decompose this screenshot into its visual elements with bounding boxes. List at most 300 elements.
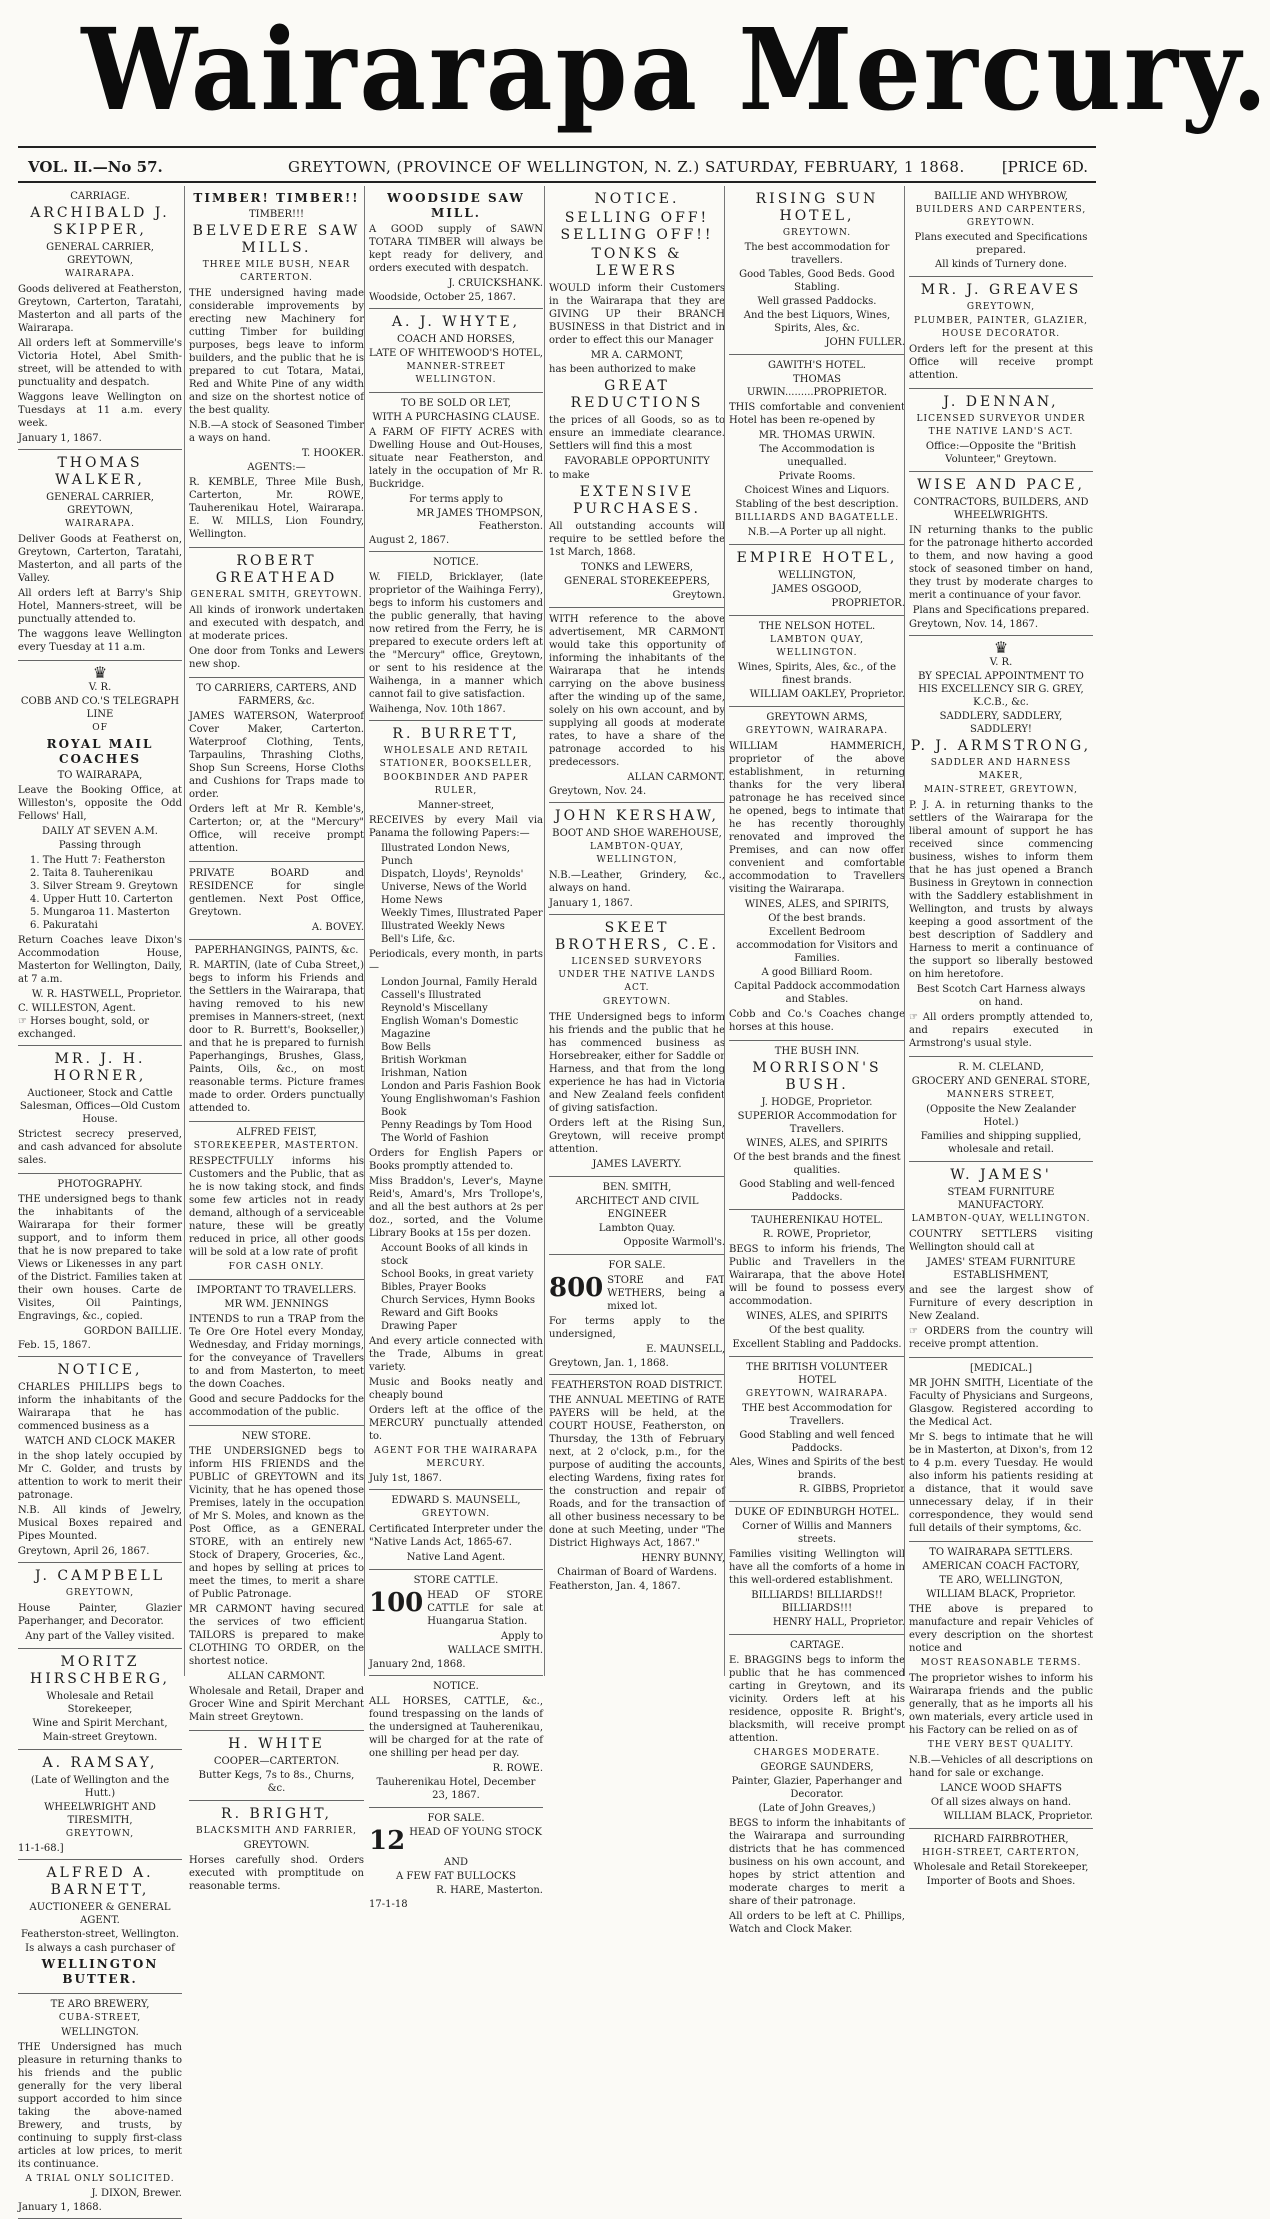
ad-subtitle-2: LATE OF WHITEWOOD'S HOTEL,	[369, 348, 543, 359]
ad-subtitle: GENERAL CARRIER, GREYTOWN,	[46, 242, 154, 266]
ad-body: All kinds of ironwork undertaken and executed with despatch, and at moderate prices.	[189, 605, 364, 642]
ad-body: Families and shipping supplied, wholesale and retail.	[920, 1131, 1082, 1155]
ad-title: DUKE OF EDINBURGH HOTEL.	[734, 1507, 900, 1518]
ad-signature: GORDON BAILLIE.	[83, 1326, 182, 1337]
ad-kershaw	[549, 803, 725, 915]
ad-dennan	[909, 389, 1093, 472]
ad-title: ALFRED FEIST,	[236, 1127, 317, 1138]
ad-title-2: TIMBER!!!	[248, 209, 305, 220]
ad-signature: E. MAUNSELL,	[646, 1344, 725, 1355]
ad-title: JOHN KERSHAW,	[555, 808, 719, 824]
ad-duke-of-edinburgh	[729, 1502, 905, 1635]
ad-heading: NOTICE.	[433, 557, 479, 568]
ad-body: Orders left at the Rising Sun, Greytown, will receive prompt attention.	[549, 1118, 725, 1155]
ad-body: RECEIVES by every Mail via Panama the following Papers:—	[369, 815, 543, 839]
masthead: Wairarapa Mercury.	[81, 5, 1270, 136]
ad-body: THE Undersigned has much pleasure in returning thanks to his friends and the public generally for the very liberal support accorded to him since taking the above-named Brewery, and trusts, by continuing to supply first-class articles at low prices, to merit its continuance.	[18, 2042, 182, 2170]
ad-empire-hotel	[729, 545, 905, 616]
ad-body: W. FIELD, Bricklayer, (late proprietor of the Waihinga Ferry), begs to inform his customers and the public generally, that having now retired from the Ferry, he is prepared to execute orders left at the "Mercury" office, Greytown, or sent to his residence at the Waihenga, in a manner which cannot fail to give satisfaction.	[369, 572, 543, 700]
ad-signature: ALLAN CARMONT.	[627, 772, 725, 783]
ad-place: MANNERS STREET,	[946, 1090, 1056, 1100]
ad-whyte	[369, 309, 543, 393]
ad-agent: AGENT FOR THE WAIRARAPA MERCURY.	[374, 1446, 538, 1469]
ad-body: THE Undersigned begs to inform his friends and the public that he has commenced business as Horsebreaker, either for Saddle or Harness, and that from the long experience he has had in Victoria and New Zealand feels confident of giving satisfaction.	[549, 1012, 725, 1114]
ad-greytown-arms	[729, 707, 905, 1041]
ad-hirschberg	[18, 1649, 182, 1750]
ad-body: All outstanding accounts will require to be settled before the 1st March, 1868.	[549, 521, 725, 558]
ad-title: MR. J. GREAVES	[920, 282, 1082, 298]
ad-body: Private Rooms.	[778, 471, 856, 482]
ad-subtitle: WITH A PURCHASING CLAUSE.	[372, 412, 540, 423]
ad-title: TAUHERENIKAU HOTEL.	[751, 1215, 883, 1226]
ad-body: Main-street Greytown.	[42, 1732, 158, 1743]
ad-place: TE ARO, WELLINGTON,	[939, 1575, 1063, 1586]
ad-body: JAMES' STEAM FURNITURE ESTABLISHMENT,	[926, 1257, 1076, 1281]
ad-footnote	[909, 1011, 1093, 1050]
list-item: Church Services, Hymn Books	[381, 1295, 535, 1306]
ad-body: (Opposite the New Zealander Hotel.)	[926, 1104, 1076, 1128]
volume-number: VOL. II.—No 57.	[28, 158, 163, 176]
ad-quality: THE VERY BEST QUALITY.	[927, 1740, 1075, 1750]
ad-subtitle: WHOLESALE AND RETAIL STATIONER, BOOKSELLER,	[379, 746, 533, 769]
papers-list	[381, 842, 543, 946]
ad-subtitle: COOPER—CARTERTON.	[213, 1756, 340, 1767]
ad-title: NEW STORE.	[241, 1431, 312, 1442]
ad-body: HEAD OF YOUNG STOCK	[409, 1827, 542, 1838]
list-item: Illustrated Weekly News	[381, 921, 505, 932]
ad-subtitle: COACH AND HORSES,	[396, 334, 516, 345]
royal-crest-icon: ♛	[92, 663, 108, 682]
ad-body: WHEELWRIGHT AND TIRESMITH,	[44, 1802, 156, 1826]
ad-body: The proprietor wishes to inform his Wairarapa friends and the public generally, that as he imports all his own materials, every article used in his Factory can be relied on as of	[909, 1673, 1093, 1736]
ad-title: MORITZ HIRSCHBERG,	[30, 1654, 170, 1687]
ad-date: July 1st, 1867.	[369, 1473, 442, 1484]
masthead-rule	[18, 146, 1096, 148]
ad-highlight: WELLINGTON BUTTER.	[41, 1957, 159, 1986]
ad-body: THE above is prepared to manufacture and repair Vehicles of every description on the shortest notice and	[909, 1604, 1093, 1654]
ad-subtitle: BUILDERS AND CARPENTERS, GREYTOWN.	[915, 205, 1087, 228]
ad-title: WISE AND PACE,	[917, 477, 1085, 493]
ad-title: GAWITH'S HOTEL.	[768, 360, 866, 371]
ad-date: Woodside, October 25, 1867.	[369, 292, 516, 303]
ad-subtitle: AUCTIONEER & GENERAL AGENT.	[29, 1902, 171, 1926]
ad-horses: Horses bought, sold, or exchanged.	[18, 1016, 150, 1040]
ad-te-aro-brewery	[18, 1994, 182, 2219]
ad-subtitle: STOREKEEPER, MASTERTON.	[193, 1141, 360, 1151]
ad-title: TO WAIRARAPA SETTLERS.	[929, 1547, 1073, 1558]
ad-body: BILLIARDS! BILLIARDS!! BILLIARDS!!!	[751, 1590, 883, 1614]
ad-title: R. BRIGHT,	[221, 1806, 332, 1822]
ad-title: THE BUSH INN.	[774, 1046, 860, 1057]
ad-title: TE ARO BREWERY,	[50, 1999, 150, 2010]
ad-body: Music and Books neatly and cheaply bound	[369, 1377, 543, 1401]
ad-title: TO CARRIERS, CARTERS, AND FARMERS, &c.	[196, 683, 357, 707]
ad-body: IN returning thanks to the public for the patronage hitherto accorded to them, and now having a good stock of seasoned timber on hand, they trust by moderate charges to merit a continuance of your favor.	[909, 525, 1093, 601]
ad-signature: ALLAN CARMONT.	[227, 1671, 326, 1682]
ad-body: R. KEMBLE, Three Mile Bush, Carterton, Mr. ROWE, Tauherenikau Hotel, Wairarapa. E. W. MILLS, Lion Foundry, Wellington.	[189, 477, 364, 540]
ad-body: THIS comfortable and convenient Hotel has been re-opened by	[729, 402, 905, 426]
issue-date: GREYTOWN, (PROVINCE OF WELLINGTON, N. Z.) SATURDAY, FEBRUARY, 1 1868.	[288, 158, 965, 176]
ad-body: HEAD OF STORE CATTLE for sale at Huangarua Station.	[427, 1590, 543, 1627]
ad-signature-2: GENERAL STOREKEEPERS,	[564, 576, 710, 587]
ad-body: Good Stabling and well-fenced Paddocks.	[739, 1179, 895, 1203]
ad-body: All kinds of Turnery done.	[935, 259, 1067, 270]
dateline-rule	[18, 181, 1096, 183]
ad-skeet	[549, 915, 725, 1177]
ad-vr: V. R.	[989, 657, 1013, 668]
ad-heading: CARRIAGE.	[70, 191, 130, 202]
ad-place: Manner-street,	[417, 800, 495, 811]
ad-body: R. MARTIN, (late of Cuba Street,) begs to inform his Friends and the Settlers in the Wairarapa, that having removed to his new premises in Manners-street, (next door to R. Burrett's, Bookseller,) and that he is prepared to furnish Paperhangings, Brushes, Glass, Paints, Oils, &c., on most reasonable terms. Picture frames made to order. Orders punctually attended to.	[189, 960, 364, 1114]
ad-body: E. BRAGGINS begs to inform the public that he has commenced carting in Greytown, and its vicinity. Orders left at his residence, opposite R. Bright's, blacksmith, will receive prompt attention.	[729, 1655, 905, 1744]
list-item: Reward and Gift Books	[381, 1308, 498, 1319]
list-item: Account Books of all kinds in stock	[381, 1243, 528, 1267]
ad-body: THE ANNUAL MEETING of RATE PAYERS will be held, at the COURT HOUSE, Featherston, on Thursday, the 13th of February next, at 2 o'clock, p.m., for the purpose of auditing the accounts, electing Wardens, fixing rates for the construction and repair of Roads, and for the transaction of all other business necessary to be done at such Meeting, under "The District Highways Act, 1867."	[549, 1395, 725, 1549]
ad-subtitle: GENERAL SMITH, GREYTOWN.	[190, 590, 363, 600]
ad-baillie-whybrow	[909, 186, 1093, 277]
ad-title: TO BE SOLD OR LET,	[401, 398, 511, 409]
list-item: Drawing Paper	[381, 1321, 457, 1332]
ad-place: GREYTOWN, WAIRARAPA.	[745, 1389, 889, 1399]
ad-body: Certificated Interpreter under the "Native Lands Act, 1865-67.	[369, 1524, 543, 1548]
ad-body: to make	[549, 470, 590, 481]
ad-walker	[18, 450, 182, 661]
ad-title: SELLING OFF! SELLING OFF!!	[560, 210, 714, 243]
ad-body: Goods delivered at Featherston, Greytown, Carterton, Taratahi, Masterton and all parts of the Wairarapa.	[18, 284, 182, 334]
ad-body: Importer of Boots and Shoes.	[926, 1876, 1076, 1887]
ad-bovey	[189, 862, 364, 940]
ad-title: P. J. ARMSTRONG,	[910, 738, 1092, 754]
ad-place: WELLINGTON,	[778, 570, 856, 581]
ad-body: Periodicals, every month, in parts—	[369, 949, 543, 973]
ad-body: Families visiting Wellington will have all the comforts of a home in this well-ordered establishment.	[729, 1549, 905, 1586]
ad-american-coach	[909, 1542, 1093, 1829]
list-item: 5. Mungaroa 11. Masterton	[30, 907, 170, 918]
ad-body: INTENDS to run a TRAP from the Te Ore Ore Hotel every Monday, Wednesday, and Friday mornings, for the conveyance of Travellers to and from Masterton, to meet the down Coaches.	[189, 1314, 364, 1390]
ad-date: Greytown, Nov. 24.	[549, 786, 647, 797]
ad-greaves	[909, 277, 1093, 389]
ad-title: EDWARD S. MAUNSELL,	[391, 1495, 521, 1506]
ad-body: Deliver Goods at Featherst on, Greytown, Carterton, Taratahi, Masterton, and all parts of the Valley.	[18, 534, 182, 584]
ad-footnote	[909, 1325, 1093, 1351]
ad-subtitle-3: LANCE WOOD SHAFTS	[940, 1783, 1062, 1794]
ad-place: GREYTOWN,	[65, 1829, 135, 1839]
ad-body: WINES, ALES, and SPIRITS,	[744, 899, 890, 910]
ad-body: BEGS to inform his friends, The Public and Travellers in the Wairarapa, that the above Hotel will be found to possess every accommodation.	[729, 1244, 905, 1307]
list-item: Young Englishwoman's Fashion Book	[381, 1094, 541, 1118]
ad-signature: R. HARE, Masterton.	[436, 1885, 543, 1896]
ad-date: Greytown, Jan. 1, 1868.	[549, 1358, 669, 1369]
list-item: 3. Silver Stream 9. Greytown	[30, 881, 178, 892]
ad-apply: Apply to	[500, 1631, 543, 1642]
ad-place: LAMBTON QUAY, WELLINGTON.	[770, 635, 864, 658]
ad-gawith	[729, 355, 905, 545]
ad-subtitle: STEAM FURNITURE MANUFACTORY.	[947, 1187, 1055, 1211]
ad-agent: C. WILLESTON, Agent.	[18, 1003, 136, 1014]
ad-body: BY SPECIAL APPOINTMENT TO HIS EXCELLENCY SIR G. GREY, K.C.B., &c.	[918, 671, 1084, 708]
ad-subtitle: MORRISON'S BUSH.	[752, 1060, 882, 1093]
ad-cleland	[909, 1057, 1093, 1162]
ad-title: RISING SUN HOTEL,	[755, 191, 879, 224]
list-item: The World of Fashion	[381, 1133, 489, 1144]
ad-body: Wine and Spirit Merchant,	[32, 1718, 168, 1729]
ad-body: All orders promptly attended to, and repairs executed in Armstrong's usual style.	[909, 1012, 1093, 1049]
dateline	[28, 156, 1088, 178]
ad-title: W. JAMES'	[950, 1167, 1052, 1183]
ad-place: WAIRARAPA.	[65, 519, 135, 529]
ad-subtitle: BLACKSMITH AND FARRIER,	[195, 1826, 358, 1836]
ad-body: (Late of John Greaves,)	[758, 1803, 876, 1814]
ad-body: N.B. All kinds of Jewelry, Musical Boxes repaired and Pipes Mounted.	[18, 1505, 182, 1542]
ad-body: N.B.—A stock of Seasoned Timber a ways on hand.	[189, 420, 364, 444]
ad-title: THOMAS WALKER,	[55, 455, 145, 488]
ad-place: GREYTOWN, WAIRARAPA.	[745, 726, 889, 736]
ad-body: THE undersigned having made considerable improvements by erecting new Machinery for cutting Timber for building purposes, begs leave to inform builders, and the public that he is prepared to cut Totara, Matai, Red and White Pine of any width and size on the shortest notice of the best quality.	[189, 288, 364, 416]
ad-date: January 1, 1867.	[549, 898, 633, 909]
ad-greathead	[189, 548, 364, 678]
ad-place: GREYTOWN.	[782, 228, 852, 238]
list-item: London and Paris Fashion Book	[381, 1081, 541, 1092]
ad-signature: A. BOVEY.	[311, 922, 364, 933]
ad-title: ARCHIBALD J. SKIPPER,	[30, 205, 170, 238]
ad-and: AND	[444, 1857, 468, 1868]
ad-body: ORDERS from the country will receive prompt attention.	[909, 1326, 1093, 1350]
ad-subtitle: BELVEDERE SAW MILLS.	[192, 223, 361, 256]
ad-body: Ales, Wines and Spirits of the best brands.	[729, 1457, 905, 1481]
ad-heading: PHOTOGRAPHY.	[57, 1179, 143, 1190]
ad-title: A. J. WHYTE,	[391, 314, 521, 330]
ad-signature: JAMES OSGOOD,	[772, 584, 862, 595]
ad-subtitle: SADDLER AND HARNESS MAKER,	[930, 758, 1072, 781]
column-1	[16, 186, 182, 2213]
ad-featherston-road	[549, 1375, 725, 1597]
ad-burrett	[369, 721, 543, 1490]
ad-heading: [MEDICAL.]	[969, 1363, 1032, 1374]
ad-date: Feb. 15, 1867.	[18, 1340, 91, 1351]
ad-body: Auctioneer, Stock and Cattle Salesman, Offices—Old Custom House.	[19, 1088, 181, 1125]
ad-body: Good Stabling and well fenced Paddocks.	[739, 1430, 895, 1454]
ad-body: The waggons leave Wellington every Tuesday at 11 a.m.	[18, 629, 182, 653]
ad-body: Native Land Agent.	[406, 1552, 506, 1563]
ad-body: STORE and FAT WETHERS, being a mixed lot.	[607, 1275, 725, 1312]
ad-subtitle: THOMAS URWIN.........PROPRIETOR.	[746, 374, 888, 398]
ad-number: 800	[549, 1273, 604, 1303]
ad-body: Any part of the Valley visited.	[25, 1631, 175, 1642]
ad-waterson	[189, 678, 364, 862]
ad-body: (Late of Wellington and the Hutt.)	[30, 1775, 170, 1799]
ad-heading: NOTICE.	[594, 191, 680, 207]
ad-body: Plans and Specifications prepared.	[912, 605, 1090, 616]
ad-body: MR CARMONT having secured the services of two efficient TAILORS is prepared to make CLOTHING TO ORDER, on the shortest notice.	[189, 1604, 364, 1667]
ad-body: Orders left at Mr R. Kemble's, Carterton; or, at the "Mercury" Office, will receive prompt attention.	[189, 804, 364, 854]
list-item: Bell's Life, &c.	[381, 934, 456, 945]
ad-james-furniture	[909, 1162, 1093, 1358]
ad-body: Excellent Bedroom accommodation for Visitors and Families.	[736, 927, 898, 964]
ad-body: PRIVATE BOARD and RESIDENCE for single gentlemen. Next Post Office, Greytown.	[189, 868, 364, 918]
ad-body: N.B.—A Porter up all night.	[747, 527, 887, 538]
ad-place: GREYTOWN,	[65, 1588, 135, 1598]
ad-body: N.B.—Vehicles of all descriptions on hand for sale or exchange.	[909, 1755, 1093, 1779]
ad-body: Of the best quality.	[768, 1325, 865, 1336]
ad-title: EMPIRE HOTEL,	[736, 550, 898, 566]
ad-body: WILLIAM HAMMERICH, proprietor of the above establishment, in returning thanks for the very liberal patronage he has received since he opened, begs to intimate that he has recently thoroughly renovated and improved the Premises, and can now offer convenient and comfortable accommodation to Travellers visiting the Wairarapa.	[729, 741, 905, 895]
ad-date: 11-1-68.]	[18, 1843, 64, 1854]
ad-jennings	[189, 1280, 364, 1426]
ad-field	[369, 552, 543, 721]
issue-price: [PRICE 6D.	[1001, 158, 1088, 176]
ad-number: 12	[369, 1826, 406, 1856]
ad-barnett	[18, 1860, 182, 1994]
ad-body: Wholesale and Retail Storekeeper,	[913, 1862, 1089, 1873]
list-item: Weekly Times, Illustrated Paper	[381, 908, 543, 919]
ad-signature: MR JAMES THOMPSON, Featherston.	[416, 508, 543, 532]
ad-terms: MOST REASONABLE TERMS.	[920, 1658, 1082, 1668]
ad-body: Leave the Booking Office, at Willeston's, opposite the Odd Fellows' Hall,	[18, 785, 182, 822]
ad-body: the prices of all Goods, so as to ensure an immediate clearance. Settlers will find this a most	[549, 415, 725, 452]
ad-title: PAPERHANGINGS, PAINTS, &c.	[194, 945, 359, 956]
ad-place: GREYTOWN.	[421, 1509, 491, 1519]
list-item: Home News	[381, 895, 443, 906]
ad-body: SUPERIOR Accommodation for Travellers.	[737, 1111, 897, 1135]
ad-body: All orders left at Sommerville's Victoria Hotel, Abel Smith-street, will be attended to with punctuality and despatch.	[18, 338, 182, 388]
column-5	[724, 186, 909, 1935]
ad-heading: FOR SALE.	[608, 1260, 666, 1271]
periodicals-list	[381, 976, 543, 1145]
ad-body: Of the best brands.	[768, 913, 866, 924]
ad-cartage	[729, 1635, 905, 1942]
ad-bush-inn	[729, 1041, 905, 1210]
ad-title: CARTAGE.	[789, 1640, 845, 1651]
list-item: Reynold's Miscellany	[381, 1003, 488, 1014]
ad-body: WOULD inform their Customers in the Wairarapa that they are GIVING UP their BRANCH BUSINESS in that District and in order to effect this our Manager	[549, 283, 725, 346]
ad-street: CUBA-STREET,	[58, 2013, 142, 2023]
ad-date: Featherston, Jan. 4, 1867.	[549, 1581, 681, 1592]
column-4	[544, 186, 729, 1676]
ad-place: GREYTOWN.	[602, 997, 672, 1007]
ad-title: BEN. SMITH,	[602, 1182, 672, 1193]
ad-place: GREYTOWN.	[243, 1840, 310, 1851]
ad-body: Orders for English Papers or Books promptly attended to.	[369, 1148, 543, 1172]
ad-trial: A TRIAL ONLY SOLICITED.	[25, 2174, 175, 2184]
ad-body: A FARM OF FIFTY ACRES with Dwelling House and Out-Houses, situate near Featherston, and lately in the occupation of Mr R. Buckridge.	[369, 427, 543, 490]
ad-body: Strictest secrecy preserved, and cash advanced for absolute sales.	[18, 1129, 182, 1166]
ad-body: CHARLES PHILLIPS begs to inform the inhabitants of the Wairarapa that he has commenced business as a	[18, 1382, 182, 1432]
ad-signature: WILLIAM OAKLEY, Proprietor.	[749, 689, 905, 700]
ad-body: All orders to be left at C. Phillips, Watch and Clock Maker.	[729, 1911, 905, 1935]
ad-body-2: A FEW FAT BULLOCKS	[396, 1871, 516, 1882]
ad-cash: FOR CASH ONLY.	[228, 1262, 325, 1272]
ad-date: 17-1-18	[369, 1899, 408, 1910]
ad-maunsell	[369, 1490, 543, 1570]
ad-body: Orders left for the present at this Office will receive prompt attention.	[909, 344, 1093, 381]
ad-body: Painter, Glazier, Paperhanger and Decorator.	[731, 1776, 903, 1800]
ad-body: Orders left at the office of the MERCURY punctually attended to.	[369, 1405, 543, 1442]
ad-subtitle: ARCHITECT AND CIVIL ENGINEER	[575, 1196, 699, 1220]
ad-tauherenikau	[729, 1210, 905, 1357]
ad-title: R. BURRETT,	[392, 726, 520, 742]
list-item: 1. The Hutt 7: Featherston	[30, 855, 166, 866]
ad-subtitle: LICENSED SURVEYORS UNDER THE NATIVE LANDS ACT.	[558, 957, 716, 993]
ad-title: TIMBER! TIMBER!!	[193, 191, 360, 205]
ad-martin	[189, 940, 364, 1122]
ad-body: Lambton Quay.	[598, 1223, 676, 1234]
ad-body: and see the largest show of Furniture of every description in New Zealand.	[909, 1285, 1093, 1322]
ad-subtitle: GROCERY AND GENERAL STORE,	[911, 1076, 1091, 1087]
ad-body: Of all sizes always on hand.	[930, 1797, 1072, 1808]
ad-place: LAMBTON-QUAY, WELLINGTON,	[589, 842, 685, 865]
ad-feist	[189, 1122, 364, 1280]
ad-subtitle-2: BOOKBINDER AND PAPER RULER,	[383, 773, 529, 796]
ad-body: WITH reference to the above advertisement, MR CARMONT would take this opportunity of informing the inhabitants of the Wairarapa that he intends carrying on the above business after the winding up of the same, solely on his own account, and by supplying all goods at moderate rates, to have a share of the patronage accorded to his predecessors.	[549, 614, 725, 768]
ad-body: BEGS to inform the inhabitants of the Wairarapa and surrounding districts that he has commenced business on his own account, and hopes by strict attention and moderate charges to merit a share of their patronage.	[729, 1818, 905, 1907]
ad-subtitle: GENERAL CARRIER, GREYTOWN,	[46, 492, 154, 516]
ad-body: Of the best brands and the finest qualities.	[733, 1152, 901, 1176]
ad-daily: DAILY AT SEVEN A.M.	[42, 826, 158, 837]
ad-signature-2: Chairman of Board of Wardens.	[557, 1567, 717, 1578]
ad-skipper	[18, 186, 182, 450]
ad-rising-sun	[729, 186, 905, 355]
ad-trespass	[369, 1676, 543, 1808]
ad-body: RESPECTFULLY informs his Customers and the Public, that as he is now taking stock, and finds some few articles not in ready demand, although of a serviceable nature, these will be greatly reduced in price, all other goods will be sold at a low rate of profit	[189, 1156, 364, 1258]
pointing-hand-icon: ☞	[18, 1016, 27, 1027]
ad-nelson-hotel	[729, 616, 905, 707]
ad-body: Return Coaches leave Dixon's Accommodation House, Masterton for Wellington, Daily, at 7 a.m.	[18, 935, 182, 985]
list-item: British Workman	[381, 1055, 467, 1066]
ad-body: One door from Tonks and Lewers new shop.	[189, 646, 364, 670]
list-item: London Journal, Family Herald	[381, 977, 538, 988]
ad-body: And the best Liquors, Wines, Spirits, Ales, &c.	[743, 310, 891, 334]
ad-body: Wholesale and Retail, Draper and Grocer Wine and Spirit Merchant Main street Greytown.	[189, 1686, 364, 1723]
ad-title: IMPORTANT TO TRAVELLERS.	[196, 1285, 357, 1296]
ad-body-2: Opposite Warmoll's.	[623, 1237, 725, 1248]
ad-signature: JAMES LAVERTY.	[592, 1159, 682, 1170]
ad-white	[189, 1731, 364, 1801]
list-item: English Woman's Domestic Magazine	[381, 1016, 519, 1040]
stops-list	[30, 854, 182, 932]
ad-ramsay	[18, 1750, 182, 1860]
ad-body: A good Billiard Room.	[761, 967, 873, 978]
ad-body: Stabling of the best description.	[735, 499, 899, 510]
ad-signature: JOHN FULLER.	[825, 337, 905, 348]
ad-title: FEATHERSTON ROAD DISTRICT.	[551, 1380, 723, 1391]
ad-date: August 2, 1867.	[369, 535, 450, 546]
ad-title: COBB AND CO.'S TELEGRAPH LINE	[20, 696, 180, 720]
ad-body: Corner of Willis and Manners streets.	[742, 1521, 892, 1545]
ad-body: Office:—Opposite the "British Volunteer," Greytown.	[925, 441, 1077, 465]
ad-body: COUNTRY SETTLERS visiting Wellington should call at	[909, 1229, 1093, 1253]
ad-body: ALL HORSES, CATTLE, &c., found trespassing on the lands of the undersigned at Tauherenikau, will be charged for at the rate of one shilling per head per day.	[369, 1696, 543, 1759]
ad-place: WAIRARAPA.	[65, 269, 135, 279]
ad-armstrong	[909, 636, 1093, 1057]
ad-heading: STORE CATTLE.	[413, 1575, 499, 1586]
ad-body: BILLIARDS AND BAGATELLE.	[735, 513, 899, 523]
ad-of: OF	[92, 723, 108, 733]
ad-signature: WILLIAM BLACK, Proprietor.	[943, 1811, 1093, 1822]
ad-signature-3: Greytown.	[672, 590, 725, 601]
ad-horner	[18, 1046, 182, 1174]
ad-body: Horses carefully shod. Orders executed with promptitude on reasonable terms.	[189, 1855, 364, 1892]
pointing-hand-icon: ☞	[909, 1012, 918, 1023]
ad-body: Wholesale and Retail Storekeeper,	[46, 1691, 154, 1715]
ad-tonks-lewers	[549, 186, 725, 608]
ad-body: P. J. A. in returning thanks to the settlers of the Wairarapa for the liberal amount of support he has received since commencing business, wishes to inform them that he has just opened a Branch Business in Greytown in connection with the Saddlery establishment in Wellington, and trusts by always keeping a good assortment of the best description of Saddlery and Harness to merit a continuance of the support so liberally bestowed on him heretofore.	[909, 800, 1093, 980]
ad-signature: WALLACE SMITH.	[447, 1645, 543, 1656]
list-item: School Books, in great variety	[381, 1269, 534, 1280]
ad-agents: AGENTS:—	[247, 462, 306, 473]
column-3	[364, 186, 547, 1910]
ad-british-volunteer	[729, 1357, 905, 1502]
ad-body: in the shop lately occupied by Mr C. Golder, and trusts by attention to work to merit their patronage.	[18, 1451, 182, 1501]
